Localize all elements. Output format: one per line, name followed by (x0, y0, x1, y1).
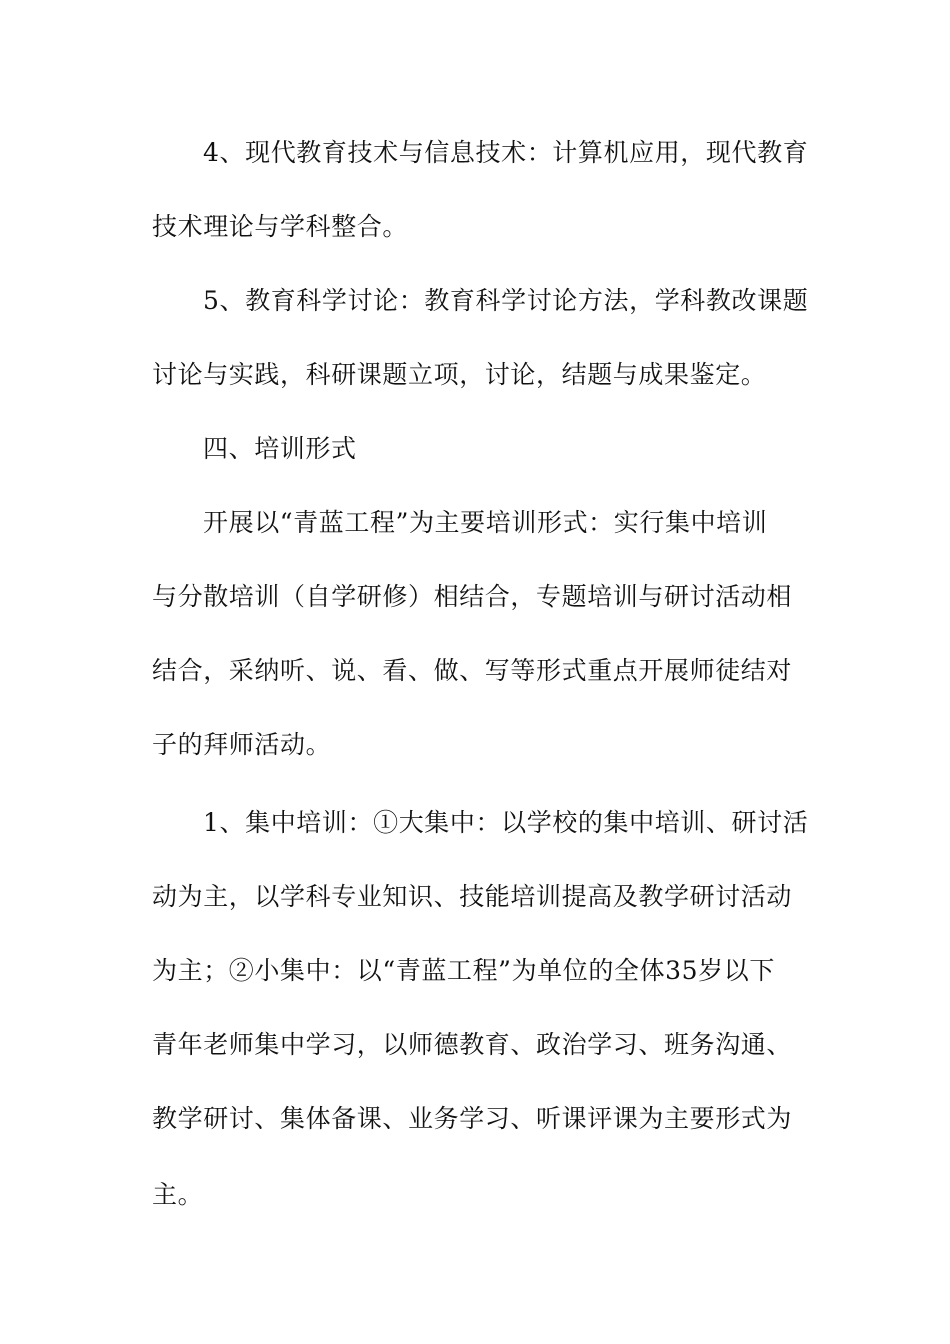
paragraph-line: 与分散培训（自学研修）相结合，专题培训与研讨活动相 (152, 582, 793, 611)
section-heading: 四、培训形式 (203, 434, 357, 463)
paragraph-line: 动为主，以学科专业知识、技能培训提高及教学研讨活动 (152, 882, 793, 911)
paragraph-line: 开展以“青蓝工程”为主要培训形式：实行集中培训 (203, 508, 768, 537)
paragraph-line: 教学研讨、集体备课、业务学习、听课评课为主要形式为 (152, 1104, 793, 1133)
paragraph-line: 主。 (152, 1180, 204, 1209)
paragraph-line: 讨论与实践，科研课题立项，讨论，结题与成果鉴定。 (152, 360, 767, 389)
paragraph-line: 结合，采纳听、说、看、做、写等形式重点开展师徒结对 (152, 656, 793, 685)
paragraph-line: 为主；②小集中：以“青蓝工程”为单位的全体35岁以下 (152, 956, 775, 985)
paragraph-line: 技术理论与学科整合。 (152, 212, 409, 241)
paragraph-line: 青年老师集中学习，以师德教育、政治学习、班务沟通、 (152, 1030, 793, 1059)
paragraph-line: 子的拜师活动。 (152, 730, 332, 759)
paragraph-line: 1、集中培训：①大集中：以学校的集中培训、研讨活 (203, 808, 809, 837)
paragraph-line: 5、教育科学讨论：教育科学讨论方法，学科教改课题 (203, 286, 809, 315)
paragraph-line: 4、现代教育技术与信息技术：计算机应用，现代教育 (203, 138, 809, 167)
